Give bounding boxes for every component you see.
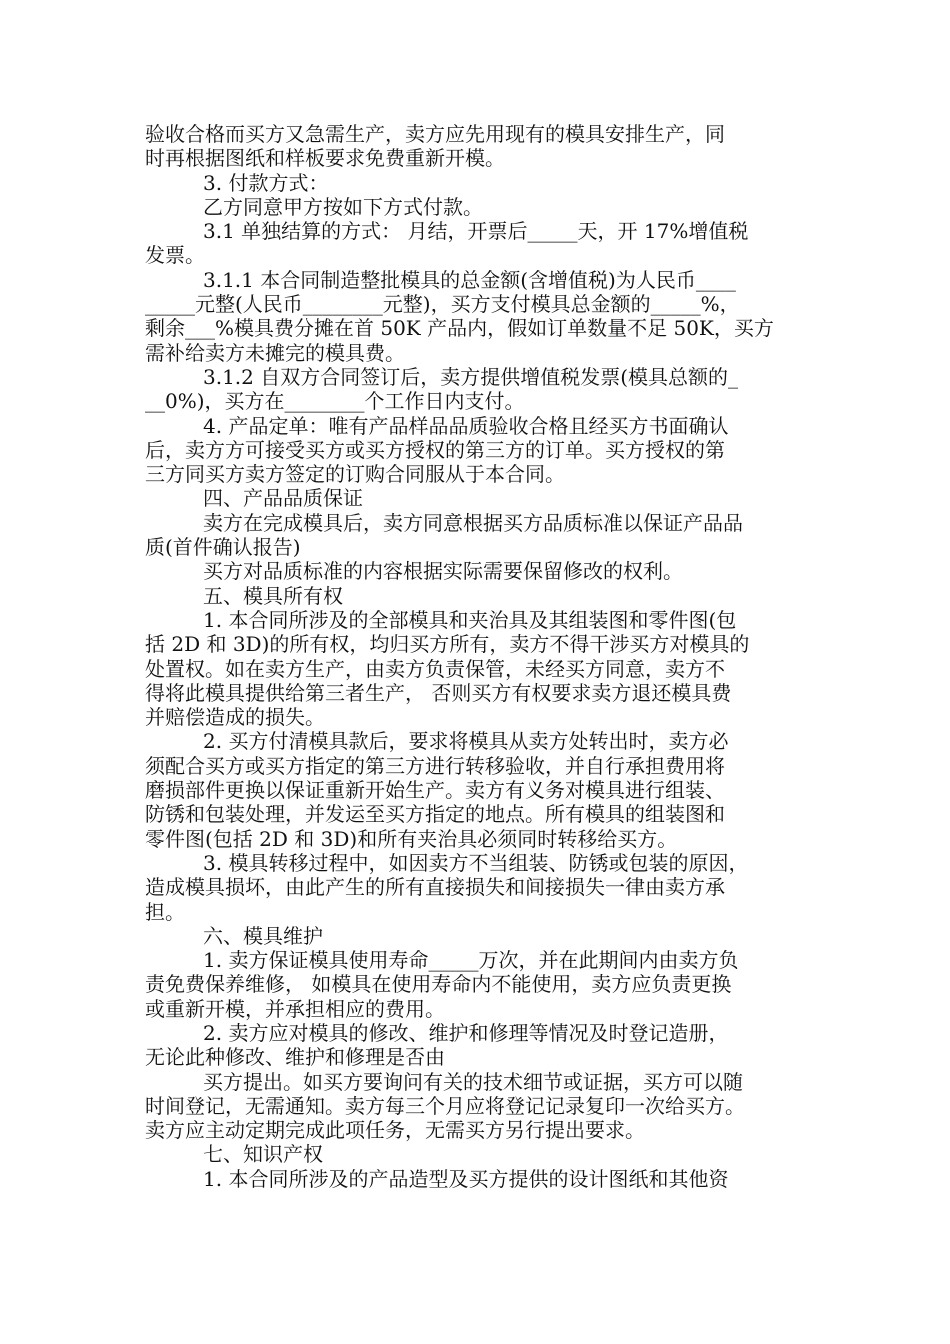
text-line: 剩余___%模具费分摊在首 50K 产品内，假如订单数量不足 50K，买方 [145, 316, 774, 341]
text-line: 须配合买方或买方指定的第三方进行转移验收，并自行承担费用将 [145, 753, 725, 778]
text-line: 3. 模具转移过程中，如因卖方不当组装、防锈或包装的原因， [203, 850, 749, 875]
text-line: 处置权。如在卖方生产，由卖方负责保管，未经买方同意，卖方不 [145, 656, 725, 681]
text-line: 2. 卖方应对模具的修改、维护和修理等情况及时登记造册， [203, 1020, 729, 1045]
document-lines [145, 122, 810, 1191]
text-line: 3.1.1 本合同制造整批模具的总金额(含增值税)为人民币____ [203, 267, 736, 292]
text-line: 磨损部件更换以保证重新开始生产。卖方有义务对模具进行组装、 [145, 778, 725, 803]
text-line: 造成模具损坏，由此产生的所有直接损失和间接损失一律由卖方承 [145, 875, 725, 900]
text-line: 零件图(包括 2D 和 3D)和所有夹治具必须同时转移给买方。 [145, 826, 678, 851]
text-line: 括 2D 和 3D)的所有权，均归买方所有，卖方不得干涉买方对模具的 [145, 632, 750, 657]
text-line: 买方提出。如买方要询问有关的技术细节或证据，买方可以随 [203, 1069, 743, 1094]
text-line: 3. 付款方式： [203, 170, 329, 195]
text-line: 责免费保养维修， 如模具在使用寿命内不能使用，卖方应负责更换 [145, 972, 732, 997]
text-line: 3.1 单独结算的方式： 月结，开票后_____天，开 17%增值税 [203, 219, 749, 244]
text-line: 后，卖方方可接受买方或买方授权的第三方的订单。买方授权的第 [145, 437, 725, 462]
text-line: 并赔偿造成的损失。 [145, 705, 325, 730]
text-line: 卖方应主动定期完成此项任务，无需买方另行提出要求。 [145, 1118, 645, 1143]
text-line: 无论此种修改、维护和修理是否由 [145, 1045, 445, 1070]
text-line: 1. 卖方保证模具使用寿命_____万次，并在此期间内由卖方负 [203, 948, 739, 973]
text-line: __0%)，买方在________个工作日内支付。 [145, 389, 525, 414]
text-line: 买方对品质标准的内容根据实际需要保留修改的权利。 [203, 559, 683, 584]
text-line: 验收合格而买方又急需生产，卖方应先用现有的模具安排生产，同 [145, 122, 725, 146]
text-line: 三方同买方卖方签定的订购合同服从于本合同。 [145, 462, 565, 487]
text-line: 防锈和包装处理，并发运至买方指定的地点。所有模具的组装图和 [145, 802, 725, 827]
text-line: 需补给卖方未摊完的模具费。 [145, 340, 405, 365]
text-line: 七、知识产权 [203, 1142, 323, 1167]
text-line: 时再根据图纸和样板要求免费重新开模。 [145, 146, 505, 171]
document-body [145, 122, 810, 1191]
text-line: 乙方同意甲方按如下方式付款。 [203, 194, 483, 219]
text-line: 2. 买方付清模具款后，要求将模具从卖方处转出时，卖方必 [203, 729, 729, 754]
text-line: 或重新开模，并承担相应的费用。 [145, 996, 445, 1021]
text-line: 1. 本合同所涉及的全部模具和夹治具及其组装图和零件图(包 [203, 607, 737, 632]
text-line: 得将此模具提供给第三者生产， 否则买方有权要求卖方退还模具费 [145, 680, 732, 705]
text-line: 3.1.2 自双方合同签订后，卖方提供增值税发票(模具总额的_ [203, 364, 739, 389]
text-line: 4. 产品定单：唯有产品样品品质验收合格且经买方书面确认 [203, 413, 729, 438]
text-line: 担。 [145, 899, 185, 924]
text-line: 质(首件确认报告) [145, 535, 301, 560]
text-line: 时间登记，无需通知。卖方每三个月应将登记记录复印一次给买方。 [145, 1093, 745, 1118]
text-line: 1. 本合同所涉及的产品造型及买方提供的设计图纸和其他资 [203, 1166, 729, 1191]
text-line: _____元整(人民币________元整)，买方支付模具总金额的_____%， [145, 292, 740, 317]
text-line: 卖方在完成模具后，卖方同意根据买方品质标准以保证产品品 [203, 510, 743, 535]
text-line: 五、模具所有权 [203, 583, 343, 608]
text-line: 四、产品品质保证 [203, 486, 363, 511]
text-line: 发票。 [145, 243, 205, 268]
text-line: 六、模具维护 [203, 923, 323, 948]
